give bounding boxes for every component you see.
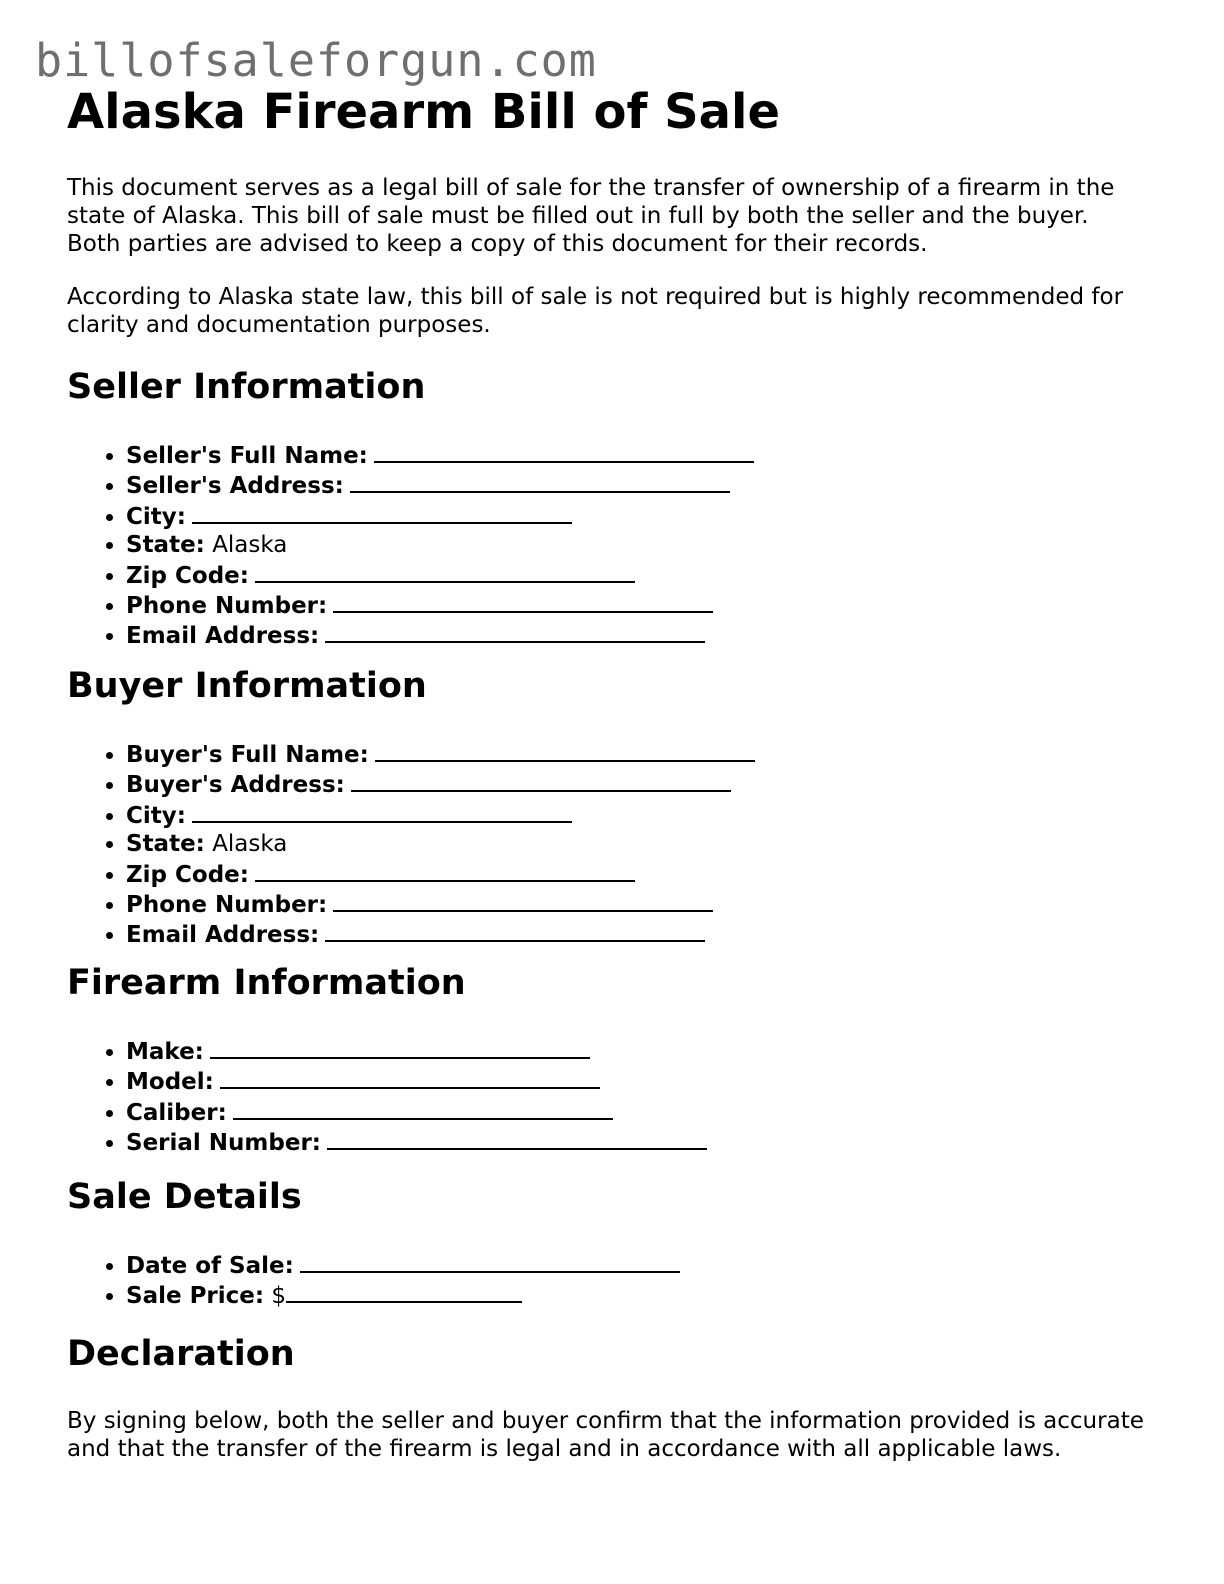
seller-state-value: Alaska: [212, 532, 288, 559]
currency-symbol: $: [271, 1283, 287, 1310]
buyer-phone-item: [126, 889, 755, 919]
seller-full-name-item: [126, 440, 754, 470]
buyer-state-item: [126, 830, 755, 858]
field-label: Phone Number:: [126, 892, 328, 919]
field-label: Zip Code:: [126, 562, 249, 589]
declaration-text: By signing below, both the seller and buyer confirm that the information provided is accurate and that the transfer of the firearm is legal and in accordance with all applicable laws.: [67, 1408, 1144, 1462]
firearm-serial-item: [126, 1127, 707, 1157]
sale-price-blank[interactable]: [286, 1280, 522, 1303]
page-title: Alaska Firearm Bill of Sale: [67, 84, 781, 140]
seller-phone-item: [126, 590, 754, 620]
firearm-make-blank[interactable]: [210, 1036, 590, 1059]
firearm-caliber-item: [126, 1097, 707, 1127]
buyer-field-list: [67, 739, 755, 950]
buyer-full-name-blank[interactable]: [375, 739, 755, 762]
firearm-model-item: [126, 1066, 707, 1096]
buyer-email-blank[interactable]: [325, 919, 705, 942]
seller-field-list: [67, 440, 754, 651]
seller-email-blank[interactable]: [325, 620, 705, 643]
field-label: Model:: [126, 1069, 214, 1096]
field-label: Zip Code:: [126, 861, 249, 888]
seller-state-item: [126, 531, 754, 559]
seller-full-name-blank[interactable]: [374, 440, 754, 463]
sale-date-item: [126, 1250, 680, 1280]
field-label: Serial Number:: [126, 1130, 321, 1157]
firearm-field-list: [67, 1036, 707, 1158]
seller-city-item: [126, 501, 754, 531]
buyer-address-item: [126, 769, 755, 799]
sale-price-item: [126, 1280, 680, 1310]
seller-zip-item: [126, 560, 754, 590]
field-label: City:: [126, 503, 186, 530]
field-label: Caliber:: [126, 1099, 227, 1126]
field-label: Email Address:: [126, 922, 320, 949]
intro-paragraph-1: This document serves as a legal bill of sale for the transfer of ownership of a firearm in the state of Alaska. This bill of sale must be filled out in full by both the seller and the buyer. Both parties are advised to keep a copy of this document for their records.: [67, 175, 1115, 257]
firearm-section-heading: Firearm Information: [67, 963, 466, 1003]
field-label: State:: [126, 532, 205, 559]
intro-paragraph-2: According to Alaska state law, this bill of sale is not required but is highly recommended for clarity and documentation purposes.: [67, 284, 1124, 338]
firearm-make-item: [126, 1036, 707, 1066]
field-label: Email Address:: [126, 623, 320, 650]
field-label: Seller's Full Name:: [126, 443, 368, 469]
buyer-zip-item: [126, 859, 755, 889]
sale-section-heading: Sale Details: [67, 1177, 302, 1217]
buyer-email-item: [126, 919, 755, 949]
seller-zip-blank[interactable]: [255, 560, 635, 583]
field-label: Phone Number:: [126, 593, 328, 620]
seller-address-item: [126, 470, 754, 500]
field-label: Buyer's Address:: [126, 772, 345, 799]
buyer-zip-blank[interactable]: [255, 859, 635, 882]
watermark: billofsaleforgun.com: [35, 34, 597, 87]
seller-city-blank[interactable]: [192, 501, 572, 524]
declaration-section-heading: Declaration: [67, 1334, 295, 1374]
firearm-caliber-blank[interactable]: [233, 1097, 613, 1120]
buyer-state-value: Alaska: [212, 831, 288, 858]
seller-section-heading: Seller Information: [67, 367, 426, 407]
field-label: State:: [126, 831, 205, 858]
field-label: Sale Price:: [126, 1283, 265, 1310]
field-label: Buyer's Full Name:: [126, 742, 369, 768]
buyer-city-blank[interactable]: [192, 800, 572, 823]
buyer-phone-blank[interactable]: [333, 889, 713, 912]
field-label: Make:: [126, 1039, 204, 1065]
sale-date-blank[interactable]: [300, 1250, 680, 1273]
buyer-address-blank[interactable]: [351, 769, 731, 792]
field-label: City:: [126, 802, 186, 829]
seller-email-item: [126, 620, 754, 650]
seller-address-blank[interactable]: [350, 470, 730, 493]
field-label: Date of Sale:: [126, 1253, 294, 1279]
seller-phone-blank[interactable]: [333, 590, 713, 613]
buyer-full-name-item: [126, 739, 755, 769]
field-label: Seller's Address:: [126, 473, 344, 500]
sale-field-list: [67, 1250, 680, 1311]
firearm-serial-blank[interactable]: [327, 1127, 707, 1150]
firearm-model-blank[interactable]: [220, 1066, 600, 1089]
buyer-city-item: [126, 800, 755, 830]
buyer-section-heading: Buyer Information: [67, 666, 427, 706]
